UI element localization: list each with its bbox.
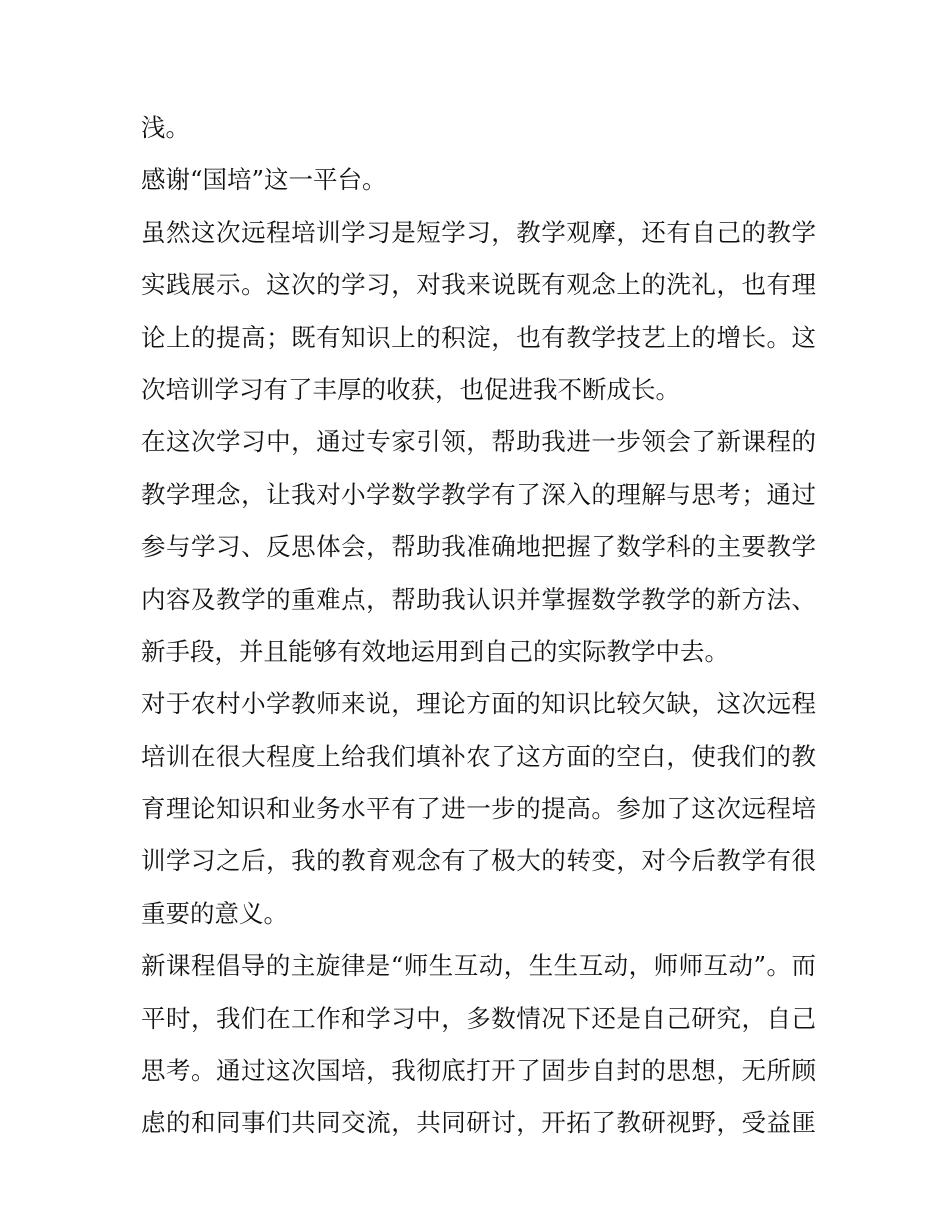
text-line: 对于农村小学教师来说，理论方面的知识比较欠缺，这次远程: [141, 689, 816, 719]
text-line: 训学习之后，我的教育观念有了极大的转变，对今后教学有很: [141, 846, 816, 876]
text-line: 育理论知识和业务水平有了进一步的提高。参加了这次远程培: [141, 794, 816, 824]
text-line: 教学理念，让我对小学数学教学有了深入的理解与思考；通过: [141, 479, 816, 509]
text-line: 新课程倡导的主旋律是“师生互动，生生互动，师师互动”。而: [141, 951, 816, 981]
body-text: [141, 108, 816, 1156]
text-line: 感谢“国培”这一平台。: [141, 165, 387, 195]
text-line: 新手段，并且能够有效地运用到自己的实际教学中去。: [141, 636, 729, 666]
text-line: 思考。通过这次国培，我彻底打开了固步自封的思想，无所顾: [141, 1056, 816, 1086]
text-line: 浅。: [141, 113, 190, 142]
text-line: 实践展示。这次的学习，对我来说既有观念上的洗礼，也有理: [141, 270, 816, 300]
text-line: 重要的意义。: [141, 898, 288, 928]
text-line: 在这次学习中，通过专家引领，帮助我进一步领会了新课程的: [141, 427, 816, 457]
text-line: 培训在很大程度上给我们填补农了这方面的空白，使我们的教: [141, 741, 816, 771]
text-line: 虽然这次远程培训学习是短学习，教学观摩，还有自己的教学: [141, 217, 816, 247]
text-line: 论上的提高；既有知识上的积淀，也有教学技艺上的增长。这: [141, 322, 816, 352]
text-line: 次培训学习有了丰厚的收获，也促进我不断成长。: [141, 374, 680, 404]
text-line: 虑的和同事们共同交流，共同研讨，开拓了教研视野，受益匪: [141, 1108, 816, 1138]
text-line: 参与学习、反思体会，帮助我准确地把握了数学科的主要教学: [141, 532, 816, 562]
text-line: 内容及教学的重难点，帮助我认识并掌握数学教学的新方法、: [141, 584, 816, 614]
text-line: 平时，我们在工作和学习中，多数情况下还是自己研究，自己: [141, 1003, 816, 1033]
